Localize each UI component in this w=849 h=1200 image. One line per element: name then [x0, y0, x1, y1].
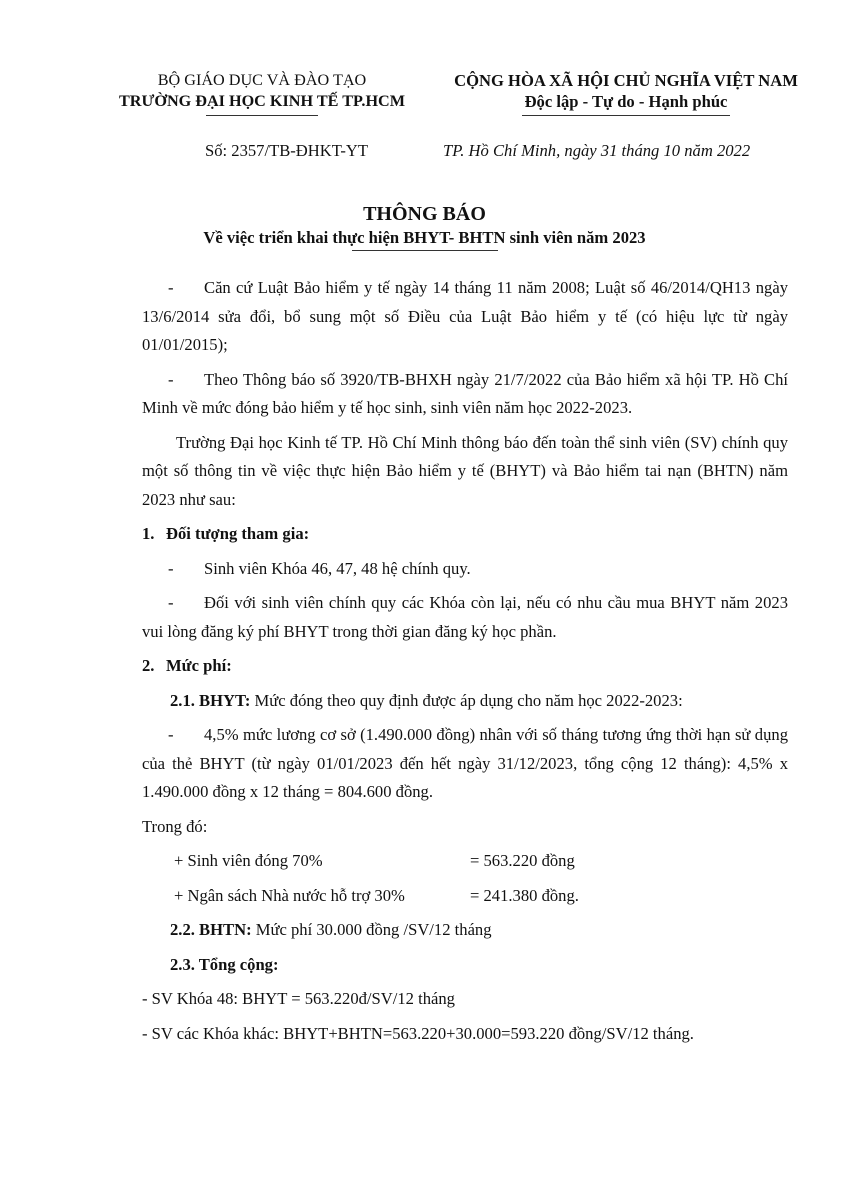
breakdown-label: + Sinh viên đóng 70% [174, 851, 323, 870]
motto-underline [522, 115, 730, 116]
country-name: CỘNG HÒA XÃ HỘI CHỦ NGHĨA VIỆT NAM [454, 71, 798, 90]
breakdown-value: = 563.220 đồng [470, 851, 575, 870]
breakdown-row [142, 847, 788, 876]
ministry-name: BỘ GIÁO DỤC VÀ ĐÀO TẠO [157, 71, 367, 89]
list-item: - 4,5% mức lương cơ sở (1.490.000 đồng) nhân với số tháng tương ứng thời hạn sử dụng của thẻ BHYT (từ ngày 01/01/2023 đến hết ngày 31/12/2023, tổng cộng 12 tháng): 4,5% x 1.490.000 đồng x 12 tháng = 804.600 đồng. [142, 725, 788, 801]
university-name: TRƯỜNG ĐẠI HỌC KINH TẾ TP.HCM [118, 92, 405, 110]
section-heading-fees: 2. Mức phí: [142, 656, 232, 675]
basis-paragraph: - Theo Thông báo số 3920/TB-BHXH ngày 21/7/2022 của Bảo hiểm xã hội TP. Hồ Chí Minh về mức đóng bảo hiểm y tế học sinh, sinh viên năm học 2022-2023. [142, 369, 788, 417]
list-item: - Đối với sinh viên chính quy các Khóa còn lại, nếu có nhu cầu mua BHYT năm 2023 vui lòng đăng ký phí BHYT trong thời gian đăng ký học phần. [142, 593, 788, 641]
issuer-underline [206, 115, 318, 116]
breakdown-label: Trong đó: [142, 816, 208, 836]
place-date: TP. Hồ Chí Minh, ngày 31 tháng 10 năm 2022 [443, 141, 751, 160]
document-body [142, 274, 788, 1054]
issuer-block [112, 70, 412, 116]
total-line: - SV các Khóa khác: BHYT+BHTN=563.220+30.000=593.220 đồng/SV/12 tháng. [142, 1023, 694, 1043]
title-underline [352, 250, 498, 251]
intro-paragraph: Trường Đại học Kinh tế TP. Hồ Chí Minh thông báo đến toàn thể sinh viên (SV) chính quy một số thông tin về việc thực hiện Bảo hiểm y tế (BHYT) và Bảo hiểm tai nạn (BHTN) năm 2023 như sau: [142, 432, 788, 509]
subsection-bhyt: 2.1. BHYT: Mức đóng theo quy định được áp dụng cho năm học 2022-2023: [170, 690, 683, 710]
document-number: Số: 2357/TB-ĐHKT-YT [205, 141, 369, 160]
total-line: - SV Khóa 48: BHYT = 563.220đ/SV/12 tháng [142, 989, 455, 1008]
basis-paragraph: - Căn cứ Luật Bảo hiểm y tế ngày 14 tháng 11 năm 2008; Luật số 46/2014/QH13 ngày 13/6/2014 sửa đổi, bổ sung một số Điều của Luật Bảo hiểm y tế (có hiệu lực từ ngày 01/01/2015); [142, 278, 788, 354]
document-title: THÔNG BÁO [363, 203, 486, 225]
section-heading-participants: 1. Đối tượng tham gia: [142, 524, 310, 543]
breakdown-row [142, 882, 788, 911]
subsection-bhtn: 2.2. BHTN: Mức phí 30.000 đồng /SV/12 tháng [170, 920, 492, 939]
national-motto: Độc lập - Tự do - Hạnh phúc [524, 92, 728, 111]
breakdown-value: = 241.380 đồng. [470, 885, 579, 905]
breakdown-label: + Ngân sách Nhà nước hỗ trợ 30% [174, 885, 405, 905]
title-block [0, 201, 849, 251]
subsection-total: 2.3. Tổng cộng: [170, 954, 279, 974]
document-subtitle: Về việc triển khai thực hiện BHYT- BHTN sinh viên năm 2023 [203, 228, 646, 247]
list-item: - Sinh viên Khóa 46, 47, 48 hệ chính quy. [168, 558, 471, 578]
national-block [436, 70, 816, 116]
